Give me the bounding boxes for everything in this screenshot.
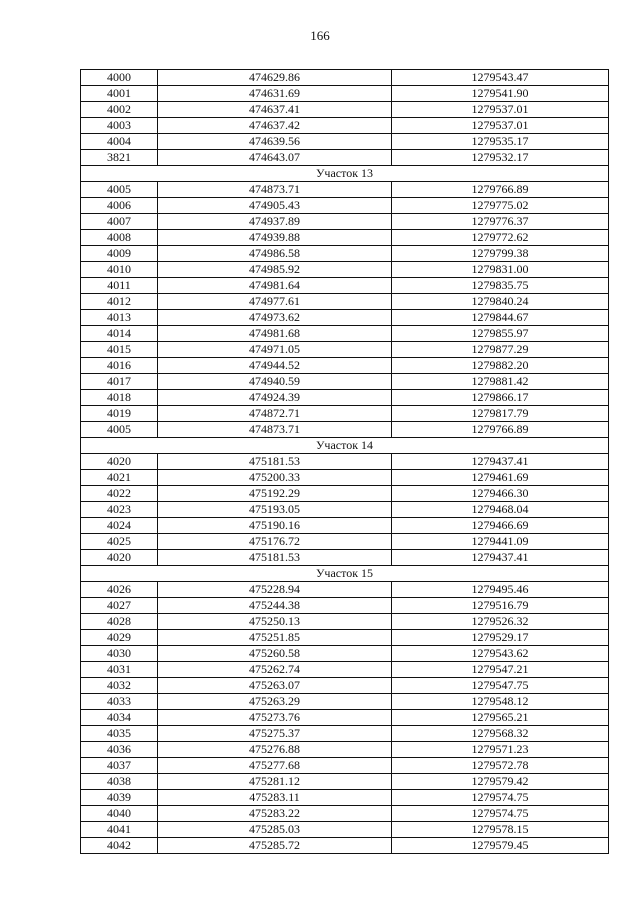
point-number-cell: 4022 [81, 486, 158, 502]
x-coordinate-cell: 474973.62 [158, 310, 392, 326]
x-coordinate-cell: 475251.85 [158, 630, 392, 646]
point-number-cell: 4020 [81, 550, 158, 566]
x-coordinate-cell: 475181.53 [158, 454, 392, 470]
table-row [81, 230, 609, 246]
y-coordinate-cell: 1279840.24 [392, 294, 609, 310]
y-coordinate-cell: 1279516.79 [392, 598, 609, 614]
y-coordinate-cell: 1279532.17 [392, 150, 609, 166]
point-number-cell: 4028 [81, 614, 158, 630]
point-number-cell: 4033 [81, 694, 158, 710]
section-header-row [81, 566, 609, 582]
y-coordinate-cell: 1279537.01 [392, 118, 609, 134]
table-row [81, 214, 609, 230]
table-row [81, 646, 609, 662]
table-row [81, 598, 609, 614]
x-coordinate-cell: 474637.42 [158, 118, 392, 134]
y-coordinate-cell: 1279817.79 [392, 406, 609, 422]
y-coordinate-cell: 1279529.17 [392, 630, 609, 646]
y-coordinate-cell: 1279547.75 [392, 678, 609, 694]
table-row [81, 406, 609, 422]
point-number-cell: 4009 [81, 246, 158, 262]
x-coordinate-cell: 474977.61 [158, 294, 392, 310]
y-coordinate-cell: 1279572.78 [392, 758, 609, 774]
section-title: Участок 13 [81, 166, 609, 182]
y-coordinate-cell: 1279772.62 [392, 230, 609, 246]
y-coordinate-cell: 1279578.15 [392, 822, 609, 838]
x-coordinate-cell: 475263.07 [158, 678, 392, 694]
table-row [81, 486, 609, 502]
table-row [81, 614, 609, 630]
y-coordinate-cell: 1279866.17 [392, 390, 609, 406]
x-coordinate-cell: 474637.41 [158, 102, 392, 118]
x-coordinate-cell: 474639.56 [158, 134, 392, 150]
table-row [81, 246, 609, 262]
y-coordinate-cell: 1279543.62 [392, 646, 609, 662]
y-coordinate-cell: 1279844.67 [392, 310, 609, 326]
table-row [81, 582, 609, 598]
y-coordinate-cell: 1279526.32 [392, 614, 609, 630]
y-coordinate-cell: 1279877.29 [392, 342, 609, 358]
y-coordinate-cell: 1279574.75 [392, 790, 609, 806]
y-coordinate-cell: 1279461.69 [392, 470, 609, 486]
table-row [81, 182, 609, 198]
y-coordinate-cell: 1279466.30 [392, 486, 609, 502]
point-number-cell: 4008 [81, 230, 158, 246]
table-row [81, 662, 609, 678]
x-coordinate-cell: 475244.38 [158, 598, 392, 614]
x-coordinate-cell: 475277.68 [158, 758, 392, 774]
point-number-cell: 4011 [81, 278, 158, 294]
point-number-cell: 4035 [81, 726, 158, 742]
point-number-cell: 4030 [81, 646, 158, 662]
y-coordinate-cell: 1279571.23 [392, 742, 609, 758]
table-row [81, 678, 609, 694]
y-coordinate-cell: 1279776.37 [392, 214, 609, 230]
section-title: Участок 14 [81, 438, 609, 454]
table-row [81, 550, 609, 566]
y-coordinate-cell: 1279799.38 [392, 246, 609, 262]
point-number-cell: 3821 [81, 150, 158, 166]
x-coordinate-cell: 475273.76 [158, 710, 392, 726]
x-coordinate-cell: 474981.68 [158, 326, 392, 342]
y-coordinate-cell: 1279548.12 [392, 694, 609, 710]
point-number-cell: 4000 [81, 70, 158, 86]
point-number-cell: 4026 [81, 582, 158, 598]
point-number-cell: 4012 [81, 294, 158, 310]
point-number-cell: 4039 [81, 790, 158, 806]
table-row [81, 198, 609, 214]
x-coordinate-cell: 474986.58 [158, 246, 392, 262]
point-number-cell: 4037 [81, 758, 158, 774]
point-number-cell: 4034 [81, 710, 158, 726]
x-coordinate-cell: 474985.92 [158, 262, 392, 278]
table-row [81, 422, 609, 438]
x-coordinate-cell: 474944.52 [158, 358, 392, 374]
point-number-cell: 4005 [81, 182, 158, 198]
point-number-cell: 4006 [81, 198, 158, 214]
x-coordinate-cell: 475176.72 [158, 534, 392, 550]
x-coordinate-cell: 475250.13 [158, 614, 392, 630]
y-coordinate-cell: 1279441.09 [392, 534, 609, 550]
x-coordinate-cell: 474939.88 [158, 230, 392, 246]
x-coordinate-cell: 475181.53 [158, 550, 392, 566]
table-row [81, 726, 609, 742]
table-row [81, 838, 609, 854]
x-coordinate-cell: 475262.74 [158, 662, 392, 678]
coordinates-table [80, 69, 609, 854]
table-row [81, 262, 609, 278]
table-row [81, 118, 609, 134]
point-number-cell: 4027 [81, 598, 158, 614]
x-coordinate-cell: 474872.71 [158, 406, 392, 422]
x-coordinate-cell: 475263.29 [158, 694, 392, 710]
point-number-cell: 4038 [81, 774, 158, 790]
table-row [81, 758, 609, 774]
table-row [81, 310, 609, 326]
page-number: 166 [310, 28, 330, 43]
y-coordinate-cell: 1279437.41 [392, 550, 609, 566]
point-number-cell: 4019 [81, 406, 158, 422]
table-row [81, 822, 609, 838]
table-row [81, 86, 609, 102]
point-number-cell: 4025 [81, 534, 158, 550]
x-coordinate-cell: 474905.43 [158, 198, 392, 214]
table-row [81, 630, 609, 646]
point-number-cell: 4041 [81, 822, 158, 838]
x-coordinate-cell: 474924.39 [158, 390, 392, 406]
table-row [81, 502, 609, 518]
point-number-cell: 4017 [81, 374, 158, 390]
point-number-cell: 4029 [81, 630, 158, 646]
table-row [81, 742, 609, 758]
point-number-cell: 4023 [81, 502, 158, 518]
point-number-cell: 4018 [81, 390, 158, 406]
x-coordinate-cell: 475260.58 [158, 646, 392, 662]
y-coordinate-cell: 1279835.75 [392, 278, 609, 294]
point-number-cell: 4010 [81, 262, 158, 278]
point-number-cell: 4020 [81, 454, 158, 470]
table-row [81, 374, 609, 390]
x-coordinate-cell: 475193.05 [158, 502, 392, 518]
point-number-cell: 4013 [81, 310, 158, 326]
point-number-cell: 4016 [81, 358, 158, 374]
point-number-cell: 4001 [81, 86, 158, 102]
y-coordinate-cell: 1279574.75 [392, 806, 609, 822]
point-number-cell: 4024 [81, 518, 158, 534]
coordinates-table-container [80, 69, 608, 854]
table-row [81, 806, 609, 822]
section-header-row [81, 438, 609, 454]
table-row [81, 102, 609, 118]
table-row [81, 342, 609, 358]
y-coordinate-cell: 1279568.32 [392, 726, 609, 742]
x-coordinate-cell: 475283.22 [158, 806, 392, 822]
x-coordinate-cell: 474643.07 [158, 150, 392, 166]
y-coordinate-cell: 1279466.69 [392, 518, 609, 534]
y-coordinate-cell: 1279468.04 [392, 502, 609, 518]
y-coordinate-cell: 1279579.45 [392, 838, 609, 854]
x-coordinate-cell: 475200.33 [158, 470, 392, 486]
y-coordinate-cell: 1279543.47 [392, 70, 609, 86]
point-number-cell: 4014 [81, 326, 158, 342]
y-coordinate-cell: 1279881.42 [392, 374, 609, 390]
y-coordinate-cell: 1279437.41 [392, 454, 609, 470]
table-row [81, 694, 609, 710]
point-number-cell: 4015 [81, 342, 158, 358]
point-number-cell: 4042 [81, 838, 158, 854]
point-number-cell: 4036 [81, 742, 158, 758]
table-row [81, 150, 609, 166]
point-number-cell: 4040 [81, 806, 158, 822]
y-coordinate-cell: 1279547.21 [392, 662, 609, 678]
table-row [81, 70, 609, 86]
x-coordinate-cell: 474937.89 [158, 214, 392, 230]
point-number-cell: 4007 [81, 214, 158, 230]
x-coordinate-cell: 475283.11 [158, 790, 392, 806]
x-coordinate-cell: 474873.71 [158, 422, 392, 438]
point-number-cell: 4032 [81, 678, 158, 694]
table-row [81, 454, 609, 470]
table-row [81, 358, 609, 374]
table-row [81, 534, 609, 550]
x-coordinate-cell: 475281.12 [158, 774, 392, 790]
table-row [81, 518, 609, 534]
point-number-cell: 4005 [81, 422, 158, 438]
x-coordinate-cell: 475285.03 [158, 822, 392, 838]
y-coordinate-cell: 1279855.97 [392, 326, 609, 342]
y-coordinate-cell: 1279535.17 [392, 134, 609, 150]
point-number-cell: 4002 [81, 102, 158, 118]
table-row [81, 790, 609, 806]
section-header-row [81, 166, 609, 182]
x-coordinate-cell: 475192.29 [158, 486, 392, 502]
table-row [81, 278, 609, 294]
point-number-cell: 4003 [81, 118, 158, 134]
table-row [81, 134, 609, 150]
point-number-cell: 4004 [81, 134, 158, 150]
x-coordinate-cell: 475276.88 [158, 742, 392, 758]
point-number-cell: 4021 [81, 470, 158, 486]
table-row [81, 710, 609, 726]
table-row [81, 326, 609, 342]
table-row [81, 774, 609, 790]
x-coordinate-cell: 474981.64 [158, 278, 392, 294]
y-coordinate-cell: 1279579.42 [392, 774, 609, 790]
y-coordinate-cell: 1279775.02 [392, 198, 609, 214]
y-coordinate-cell: 1279537.01 [392, 102, 609, 118]
y-coordinate-cell: 1279495.46 [392, 582, 609, 598]
x-coordinate-cell: 474631.69 [158, 86, 392, 102]
x-coordinate-cell: 475275.37 [158, 726, 392, 742]
y-coordinate-cell: 1279541.90 [392, 86, 609, 102]
x-coordinate-cell: 474629.86 [158, 70, 392, 86]
x-coordinate-cell: 474873.71 [158, 182, 392, 198]
y-coordinate-cell: 1279831.00 [392, 262, 609, 278]
point-number-cell: 4031 [81, 662, 158, 678]
x-coordinate-cell: 474971.05 [158, 342, 392, 358]
coordinates-table-body [81, 70, 609, 854]
table-row [81, 294, 609, 310]
x-coordinate-cell: 475285.72 [158, 838, 392, 854]
x-coordinate-cell: 475228.94 [158, 582, 392, 598]
table-row [81, 470, 609, 486]
y-coordinate-cell: 1279882.20 [392, 358, 609, 374]
y-coordinate-cell: 1279766.89 [392, 182, 609, 198]
x-coordinate-cell: 475190.16 [158, 518, 392, 534]
y-coordinate-cell: 1279565.21 [392, 710, 609, 726]
x-coordinate-cell: 474940.59 [158, 374, 392, 390]
section-title: Участок 15 [81, 566, 609, 582]
y-coordinate-cell: 1279766.89 [392, 422, 609, 438]
table-row [81, 390, 609, 406]
